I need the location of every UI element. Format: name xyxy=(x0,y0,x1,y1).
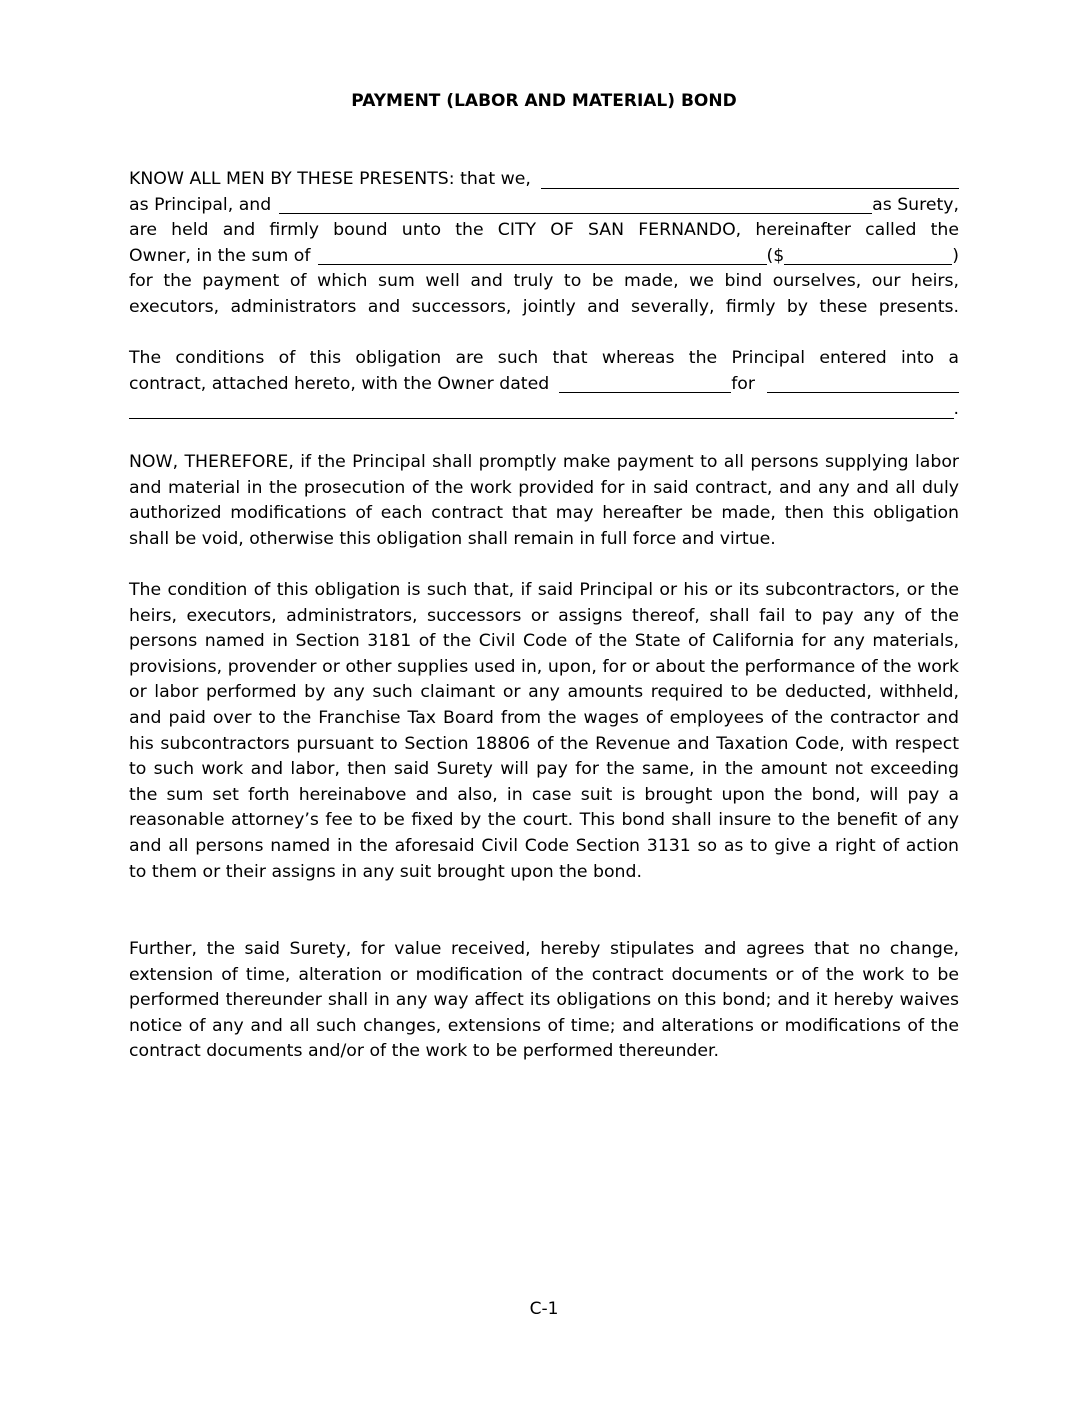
surety-label: as Surety, xyxy=(872,194,959,215)
principal-label: as Principal, and xyxy=(129,194,272,215)
parties-line-6 xyxy=(129,295,959,321)
contract-date-blank[interactable] xyxy=(559,375,731,393)
contract-dated-label: contract, attached hereto, with the Owner dated xyxy=(129,373,550,394)
sum-close-paren: ) xyxy=(952,245,959,266)
surety-stipulation-paragraph: Further, the said Surety, for value received, hereby stipulates and agrees that no change, extension of time, alteration or modification of the contract documents or of the work to be performed thereunder shall in any way affect its obligations on this bond; and it hereby waives notice of any and all such changes, extensions of time; and alterations or modifications of the contract documents and/or of the work to be performed thereunder. xyxy=(129,939,959,1062)
conditions-line-2 xyxy=(129,372,959,398)
principal-name-blank[interactable] xyxy=(541,171,959,189)
parties-line-4 xyxy=(129,244,959,270)
condition-obligation-paragraph: The condition of this obligation is such that, if said Principal or his or its subcontractors, or the heirs, executors, administrators, successors or assigns thereof, shall fail to pay any of the persons named in Section 3181 of the Civil Code of the State of California for any materials, provisions, provender or other supplies used in, upon, for or about the performance of the work or labor performed by any such claimant or any amounts required to be deducted, withheld, and paid over to the Franchise Tax Board from the wages of employees of the contractor and his subcontractors pursuant to Section 18806 of the Revenue and Taxation Code, with respect to such work and labor, then said Surety will pay for the same, in the amount not exceeding the sum set forth hereinabove and also, in case suit is brought upon the bond, will pay a reasonable attorney’s fee to be fixed by the court. This bond shall insure to the benefit of any and all persons named in the aforesaid Civil Code Section 3131 so as to give a right of action to them or their assigns in any suit brought upon the bond. xyxy=(129,580,959,882)
sum-dollar-label: ($ xyxy=(766,245,785,266)
parties-line-5 xyxy=(129,269,959,295)
conditions-line-1 xyxy=(129,346,959,372)
conditions-paragraph xyxy=(129,346,959,423)
contract-purpose-blank[interactable] xyxy=(767,375,959,393)
parties-line-2 xyxy=(129,193,959,219)
document-title: PAYMENT (LABOR AND MATERIAL) BOND xyxy=(351,91,737,111)
parties-line-3 xyxy=(129,218,959,244)
conditions-text: The conditions of this obligation are such that whereas the Principal entered into a xyxy=(129,348,959,368)
payment-binding-text: for the payment of which sum well and truly to be made, we bind ourselves, our heirs, xyxy=(129,271,959,292)
sum-words-blank[interactable] xyxy=(318,247,766,265)
surety-name-blank[interactable] xyxy=(279,196,872,214)
contract-purpose-blank-2[interactable] xyxy=(129,401,954,419)
therefore-paragraph: NOW, THEREFORE, if the Principal shall promptly make payment to all persons supplying labor and material in the prosecution of the work provided for in said contract, and any and all duly authorized modifications of each contract that may hereafter be made, then this obligation shall be void, otherwise this obligation shall remain in full force and virtue. xyxy=(129,452,959,549)
conditions-period: . xyxy=(953,399,959,420)
parties-line-1 xyxy=(129,167,959,193)
contract-for-label: for xyxy=(731,373,755,394)
owner-text: are held and firmly bound unto the CITY OF SAN FERNANDO, hereinafter called the xyxy=(129,220,959,241)
conditions-line-3 xyxy=(129,397,959,423)
sum-amount-blank[interactable] xyxy=(784,247,952,265)
parties-intro-text: KNOW ALL MEN BY THESE PRESENTS: that we, xyxy=(129,169,531,189)
successors-text: executors, administrators and successors, jointly and severally, firmly by these presents. xyxy=(129,296,959,317)
sum-label: Owner, in the sum of xyxy=(129,245,311,266)
parties-paragraph xyxy=(129,167,959,321)
page-number: C-1 xyxy=(529,1299,559,1319)
